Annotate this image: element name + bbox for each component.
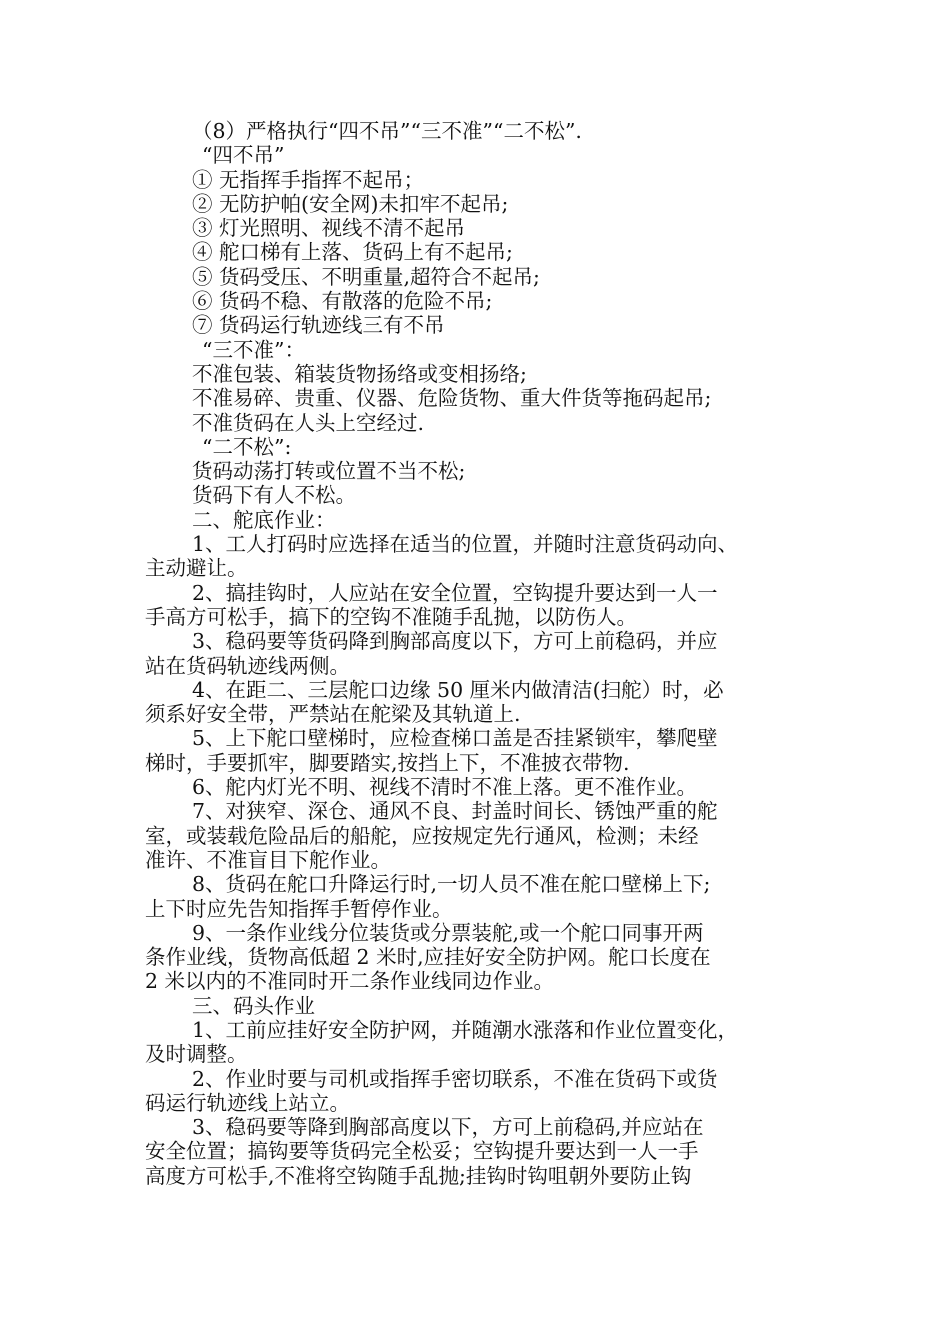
text-line: 三、码头作业 bbox=[192, 993, 315, 1018]
text-line: ① 无指挥手指挥不起吊； bbox=[192, 167, 425, 192]
text-line: 准许、不准盲目下舵作业。 bbox=[145, 847, 391, 872]
text-line: 1、工前应挂好安全防护网，并随潮水涨落和作业位置变化， bbox=[192, 1017, 739, 1042]
text-line: “四不吊” bbox=[202, 143, 285, 168]
text-line: ③ 灯光照明、视线不清不起吊 bbox=[192, 216, 466, 241]
text-line: 须系好安全带，严禁站在舵梁及其轨道上. bbox=[145, 702, 521, 727]
text-line: 及时调整。 bbox=[145, 1042, 248, 1067]
text-line: 安全位置；搞钩要等货码完全松妥；空钩提升要达到一人一手 bbox=[145, 1139, 699, 1164]
text-line: 货码下有人不松。 bbox=[192, 483, 356, 508]
document-body bbox=[145, 119, 835, 1188]
text-line: 不准包装、箱装货物扬络或变相扬络; bbox=[192, 361, 527, 386]
text-line: 5、上下舵口壁梯时，应检查梯口盖是否挂紧锁牢，攀爬壁 bbox=[192, 726, 718, 751]
text-line: 2、搞挂钩时，人应站在安全位置，空钩提升要达到一人一 bbox=[192, 580, 718, 605]
text-line: “二不松”: bbox=[202, 434, 292, 459]
text-line: 高度方可松手,不准将空钩随手乱抛;挂钩时钩咀朝外要防止钩 bbox=[145, 1163, 692, 1188]
text-line: ⑥ 货码不稳、有散落的危险不吊; bbox=[192, 289, 493, 314]
text-line: 2 米以内的不准同时开二条作业线同边作业。 bbox=[145, 969, 555, 994]
text-line: 8、货码在舵口升降运行时,一切人员不准在舵口壁梯上下; bbox=[192, 872, 711, 897]
text-line: ⑤ 货码受压、不明重量,超符合不起吊; bbox=[192, 264, 540, 289]
text-line: ④ 舵口梯有上落、货码上有不起吊; bbox=[192, 240, 513, 265]
text-line: “三不准”： bbox=[202, 337, 305, 362]
text-line: 主动避让。 bbox=[145, 556, 248, 581]
text-line: 9、一条作业线分位装货或分票装舵,或一个舵口同事开两 bbox=[192, 920, 704, 945]
text-line: ② 无防护帕(安全网)未扣牢不起吊; bbox=[192, 191, 509, 216]
text-line: 3、稳码要等货码降到胸部高度以下，方可上前稳码，并应 bbox=[192, 629, 718, 654]
text-line: 手高方可松手，搞下的空钩不准随手乱抛，以防伤人。 bbox=[145, 604, 637, 629]
text-line: 站在货码轨迹线两侧。 bbox=[145, 653, 350, 678]
text-line: 货码动荡打转或位置不当不松; bbox=[192, 459, 466, 484]
text-line: 室，或装载危险品后的船舵，应按规定先行通风，检测；未经 bbox=[145, 823, 699, 848]
text-line: 6、舵内灯光不明、视线不清时不准上落。更不准作业。 bbox=[192, 775, 698, 800]
text-line: （8）严格执行“四不吊”“三不准”“二不松”. bbox=[192, 119, 582, 143]
text-line: 码运行轨迹线上站立。 bbox=[145, 1090, 350, 1115]
text-line: 不准易碎、贵重、仪器、危险货物、重大件货等拖码起吊; bbox=[192, 386, 712, 411]
text-line: 2、作业时要与司机或指挥手密切联系，不准在货码下或货 bbox=[192, 1066, 718, 1091]
text-line: 上下时应先告知指挥手暂停作业。 bbox=[145, 896, 453, 921]
text-line: 3、稳码要等降到胸部高度以下，方可上前稳码,并应站在 bbox=[192, 1115, 704, 1140]
text-line: 条作业线，货物高低超 2 米时,应挂好安全防护网。舵口长度在 bbox=[145, 945, 711, 970]
text-line: 二、舵底作业： bbox=[192, 507, 336, 532]
text-line: 1、工人打码时应选择在适当的位置，并随时注意货码动向、 bbox=[192, 532, 739, 557]
text-line: 梯时，手要抓牢，脚要踏实,按挡上下，不准披衣带物. bbox=[145, 750, 630, 775]
text-line: 7、对狭窄、深仓、通风不良、封盖时间长、锈蚀严重的舵 bbox=[192, 799, 718, 824]
text-line: 4、在距二、三层舵口边缘 50 厘米内做清洁(扫舵）时，必 bbox=[192, 677, 724, 702]
text-line: ⑦ 货码运行轨迹线三有不吊 bbox=[192, 313, 445, 338]
text-line: 不准货码在人头上空经过. bbox=[192, 410, 425, 435]
